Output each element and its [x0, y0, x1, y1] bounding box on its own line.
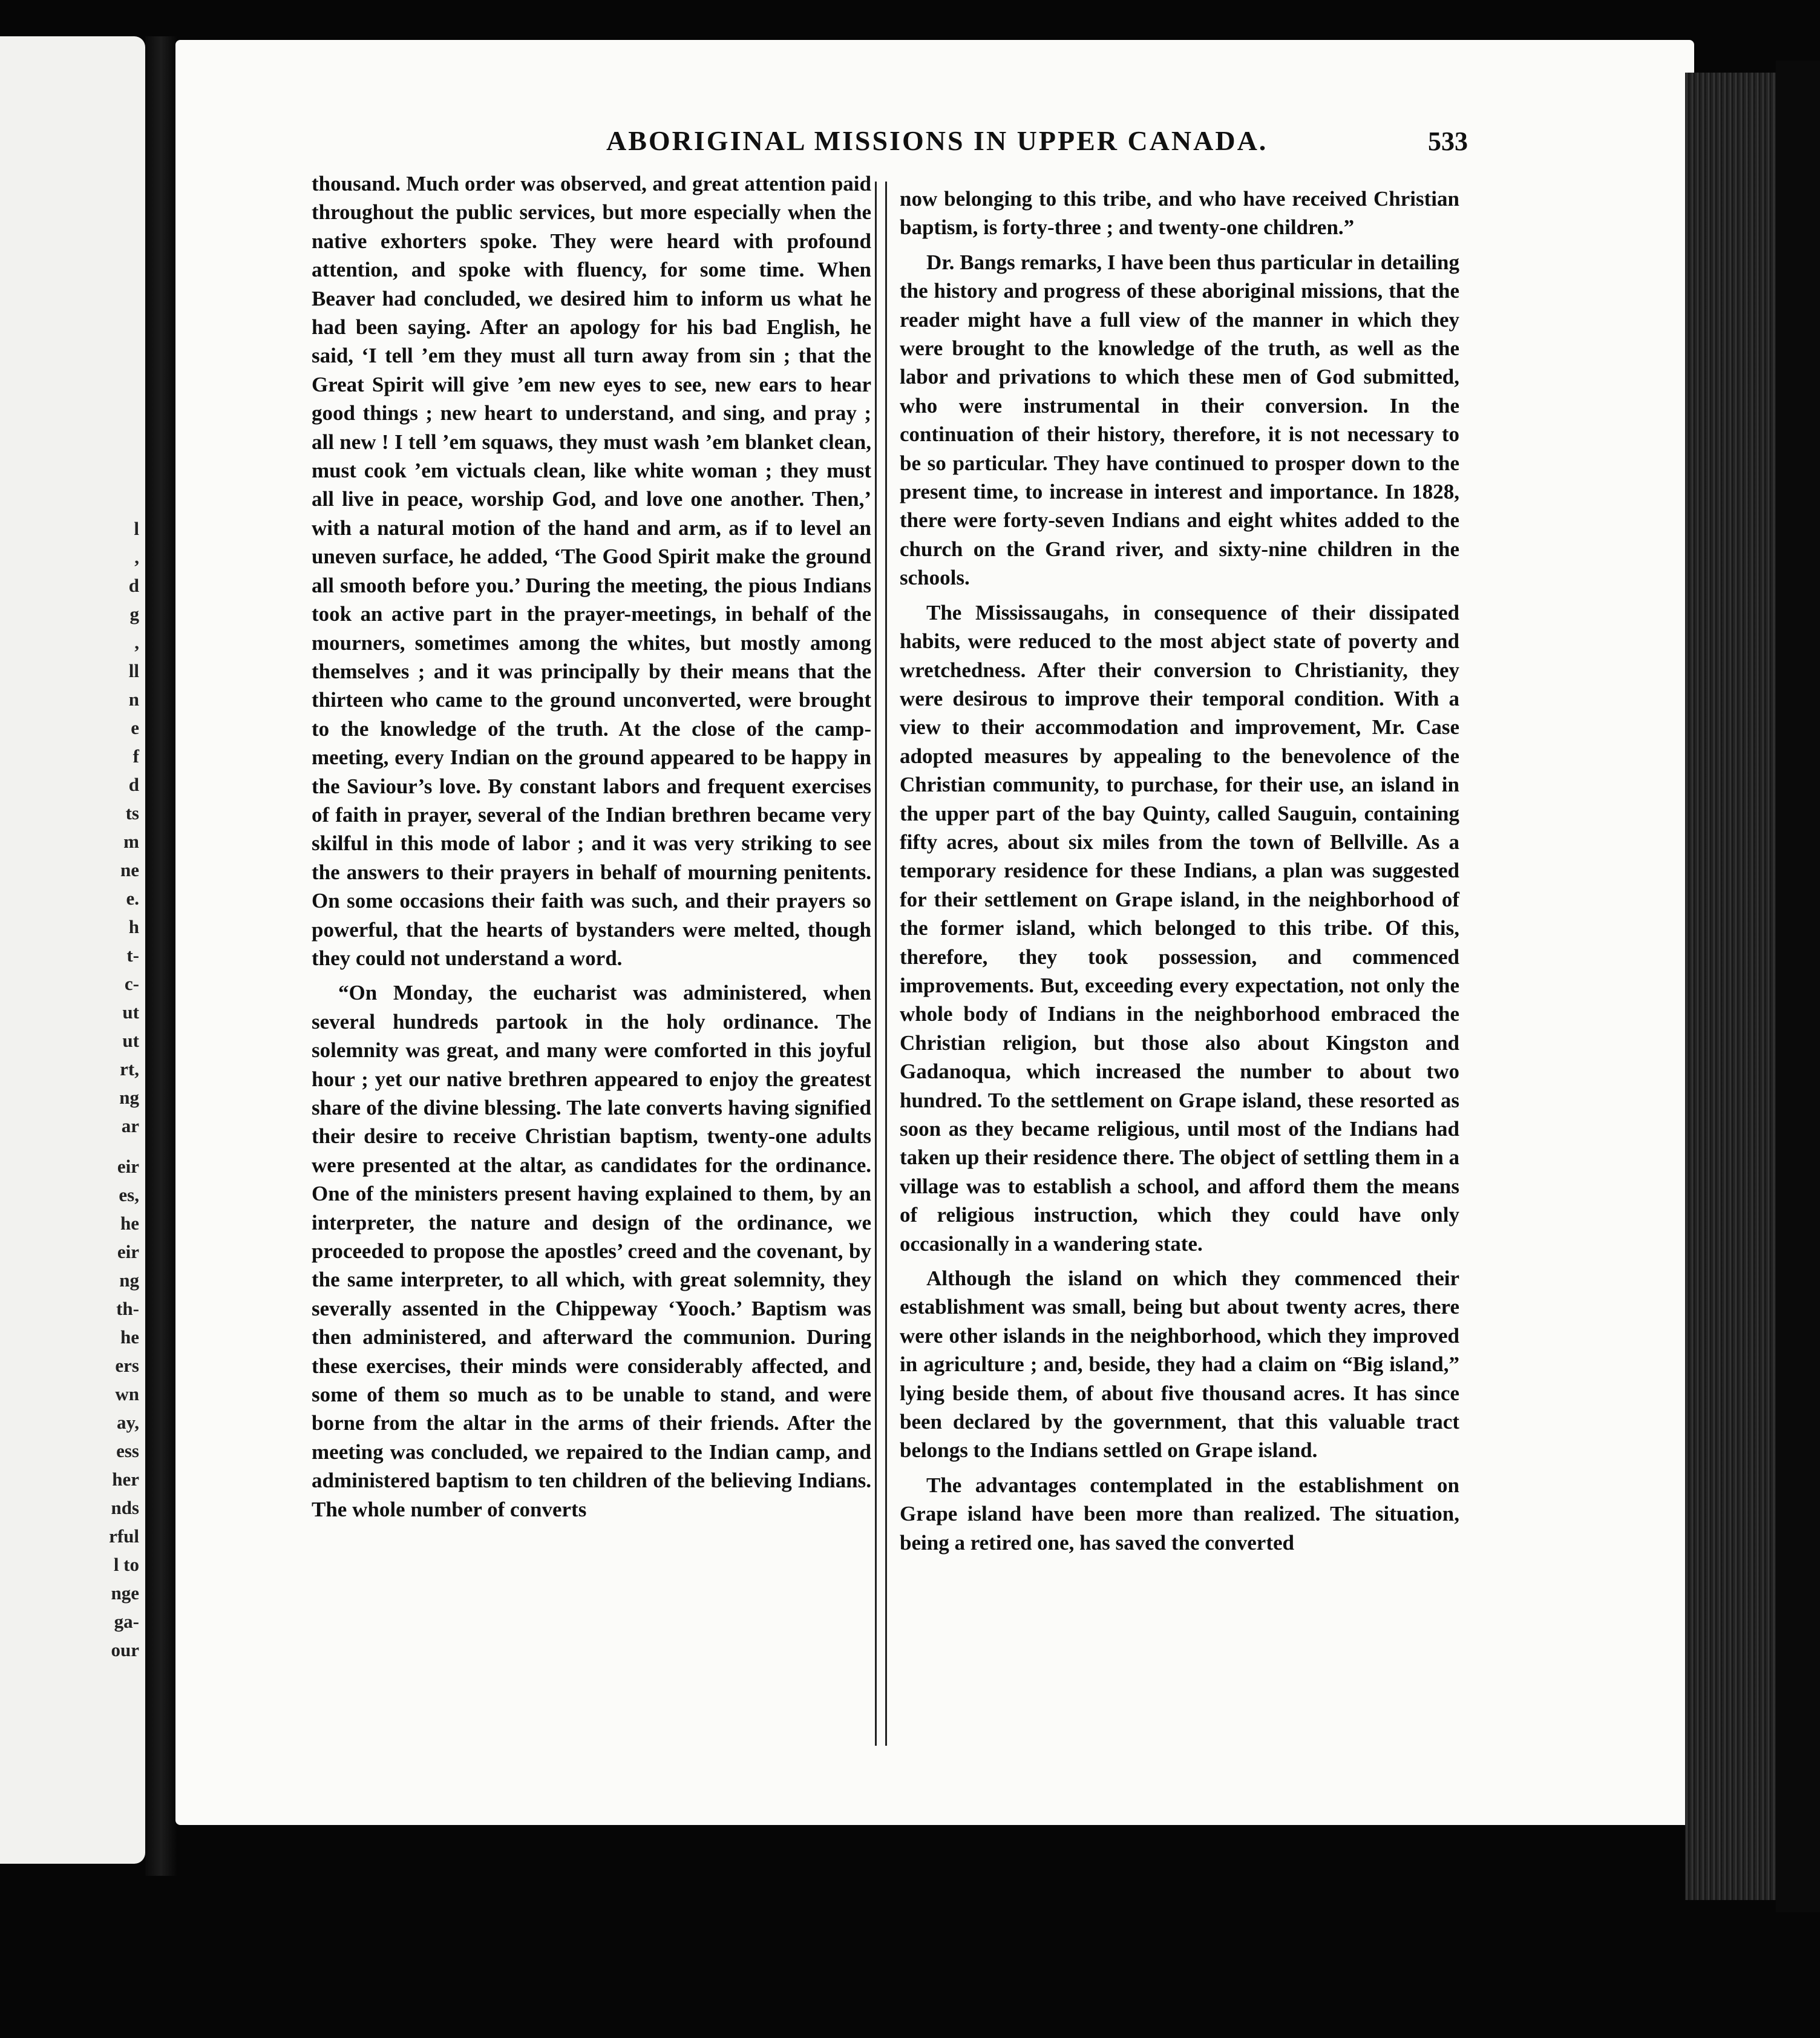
facing-page-fragment: ess	[116, 1440, 139, 1461]
column-divider	[875, 182, 887, 1746]
paragraph: Dr. Bangs remarks, I have been thus particular in detailing the history and progress of these aboriginal missions, that the reader might have a full view of the manner in which they were brought to the knowledge of the truth, as well as the labor and privations to which these men of God submitted, who were instrumental in their conversion. In the continuation of their history, therefore, it is not necessary to be so particular. They have continued to prosper down to the present time, to increase in interest and importance. In 1828, there were forty-seven Indians and eight whites added to the church on the Grand river, and sixty-nine children in the schools.	[900, 250, 1459, 590]
facing-page-fragment: m	[123, 831, 139, 852]
paragraph: The advantages contemplated in the establishment on Grape island have been more than realized. The situation, being a retired one, has saved the converted	[900, 1473, 1459, 1555]
facing-page-fragment: l to	[113, 1554, 139, 1575]
facing-page-fragment: h	[128, 916, 139, 937]
facing-page-fragment: ga-	[114, 1611, 139, 1632]
facing-page-fragment: ay,	[116, 1412, 139, 1433]
page-edges	[1685, 73, 1776, 1900]
facing-page-fragment: es,	[119, 1184, 139, 1205]
facing-page-fragment: ,	[134, 546, 139, 568]
facing-page-fragment: ng	[119, 1087, 139, 1108]
facing-page-fragment: th-	[116, 1298, 139, 1319]
facing-page-fragment: ar	[121, 1115, 139, 1136]
facing-page-fragment: e	[131, 717, 139, 738]
running-header	[175, 125, 1694, 161]
book-gutter	[145, 36, 177, 1876]
facing-page-fragment: ers	[115, 1355, 139, 1376]
facing-page-fragments	[0, 36, 145, 1864]
facing-page-fragment: he	[120, 1326, 139, 1348]
paragraph: thousand. Much order was observed, and great attention paid throughout the public services, but more especially when the native exhorters spoke. They were heard with profound attention, and spoke with fluency, for some time. When Beaver had concluded, we desired him to inform us what he had been saying. After an apology for his bad English, he said, ‘I tell ’em they must all turn away from sin ; that the Great Spirit will give ’em new eyes to see, new ears to hear good things ; new heart to understand, and sing, and pray ; all new ! I tell ’em squaws, they must wash ’em blanket clean, must cook ’em victuals clean, like white woman ; they must all live in peace, worship God, and love one another. Then,’ with a natural motion of the hand and arm, as if to level an uneven surface, he added, ‘The Good Spirit make the ground all smooth before you.’ During the meeting, the pious Indians took an active part in the prayer-meetings, in behalf of the mourners, sometimes among the whites, but mostly among themselves ; and it was principally by their means that the thirteen who came to the ground unconverted, were brought to the knowledge of the truth. At the close of the camp-meeting, every Indian on the ground appeared to be happy in the Saviour’s love. By constant labors and frequent exercises of faith in prayer, several of the Indian brethren became very skilful in this mode of labor ; and it was very striking to see the answers to their prayers in behalf of mourning penitents. On some occasions their faith was such, and their prayers so powerful, that the hearts of bystanders were melted, though they could not understand a word.	[312, 172, 871, 970]
facing-page-fragment: f	[133, 745, 139, 767]
facing-page-fragment: e.	[126, 888, 139, 909]
facing-page-fragment: eir	[117, 1241, 139, 1262]
facing-page-fragment: ut	[122, 1001, 139, 1023]
facing-page-fragment: wn	[115, 1383, 139, 1404]
facing-page-fragment: t-	[126, 945, 139, 966]
page-edges-shadow	[1776, 61, 1820, 1912]
facing-page-fragment: c-	[124, 973, 139, 994]
paragraph: now belonging to this tribe, and who have received Christian baptism, is forty-three ; and twenty-one children.”	[900, 187, 1459, 240]
facing-page-fragment: ts	[125, 802, 139, 824]
facing-page-fragment: l	[134, 518, 139, 539]
facing-page-fragment: ut	[122, 1030, 139, 1051]
facing-page-fragment: g	[129, 603, 139, 624]
facing-page-fragment: d	[128, 774, 139, 795]
facing-page-fragment: eir	[117, 1156, 139, 1177]
running-title: ABORIGINAL MISSIONS IN UPPER CANADA.	[606, 125, 1268, 156]
paragraph: Although the island on which they commenced their establishment was small, being but about twenty acres, there were other islands in the neighborhood, which they improved in agriculture ; and, beside, they had a claim on “Big island,” lying beside them, of about five thousand acres. It has since been declared by the government, that this valuable tract belongs to the Indians settled on Grape island.	[900, 1266, 1459, 1463]
facing-page-fragment: n	[128, 689, 139, 710]
paragraph: “On Monday, the eucharist was administered, when several hundreds partook in the holy ordinance. The solemnity was great, and many were comforted in this joyful hour ; yet our native brethren appeared to enjoy the greatest share of the divine blessing. The late converts having signified their desire to receive Christian baptism, twenty-one adults were presented at the altar, as candidates for the ordinance. One of the ministers present having explained to them, by an interpreter, the nature and design of the ordinance, we proceeded to propose the apostles’ creed and the covenant, by the same interpreter, to all which, with great solemnity, they severally assented in the Chippeway ‘Yooch.’ Baptism was then administered, and afterward the communion. During these exercises, their minds were considerably affected, and some of them so much as to be unable to stand, and were borne from the altar in the arms of their friends. After the meeting was concluded, we repaired to the Indian camp, and administered baptism to ten children of the believing Indians. The whole number of converts	[312, 981, 871, 1521]
facing-page-fragment: nds	[111, 1497, 139, 1518]
facing-page-fragment: her	[112, 1469, 139, 1490]
facing-page-fragment: nge	[111, 1582, 139, 1604]
left-column	[312, 169, 871, 1524]
facing-page-fragment: our	[111, 1639, 139, 1660]
page-number: 533	[1428, 126, 1468, 156]
facing-page-fragment: ll	[128, 660, 139, 681]
facing-page-fragment: he	[120, 1213, 139, 1234]
paragraph: The Mississaugahs, in consequence of their dissipated habits, were reduced to the most abject state of poverty and wretchedness. After their conversion to Christianity, they were desirous to improve their temporal condition. With a view to their accommodation and improvement, Mr. Case adopted measures by appealing to the benevolence of the Christian community, to purchase, for their use, an island in the upper part of the bay Quinty, called Sauguin, containing fifty acres, about six miles from the town of Bellville. As a temporary residence for these Indians, a plan was suggested for their settlement on Grape island, in the neighborhood of the former island, which belonged to this tribe. Of this, therefore, they took possession, and commenced improvements. But, exceeding every expectation, not only the whole body of Indians in the neighborhood embraced the Christian religion, but those also about Kingston and Gadanoqua, which increased the number to about two hundred. To the settlement on Grape island, these resorted as soon as they became religious, until most of the Indians had taken up their residence there. The object of settling them in a village was to establish a school, and afford them the means of religious instruction, which they could have only occasionally in a wandering state.	[900, 600, 1459, 1256]
facing-page-fragment: rt,	[120, 1058, 139, 1080]
facing-page-fragment: d	[128, 575, 139, 596]
facing-page-fragment: ne	[120, 859, 139, 880]
facing-page-fragment: ,	[134, 632, 139, 653]
right-column	[900, 185, 1459, 1557]
facing-page-fragment: ng	[119, 1270, 139, 1291]
facing-page-edge	[0, 36, 145, 1864]
facing-page-fragment: rful	[109, 1525, 139, 1547]
